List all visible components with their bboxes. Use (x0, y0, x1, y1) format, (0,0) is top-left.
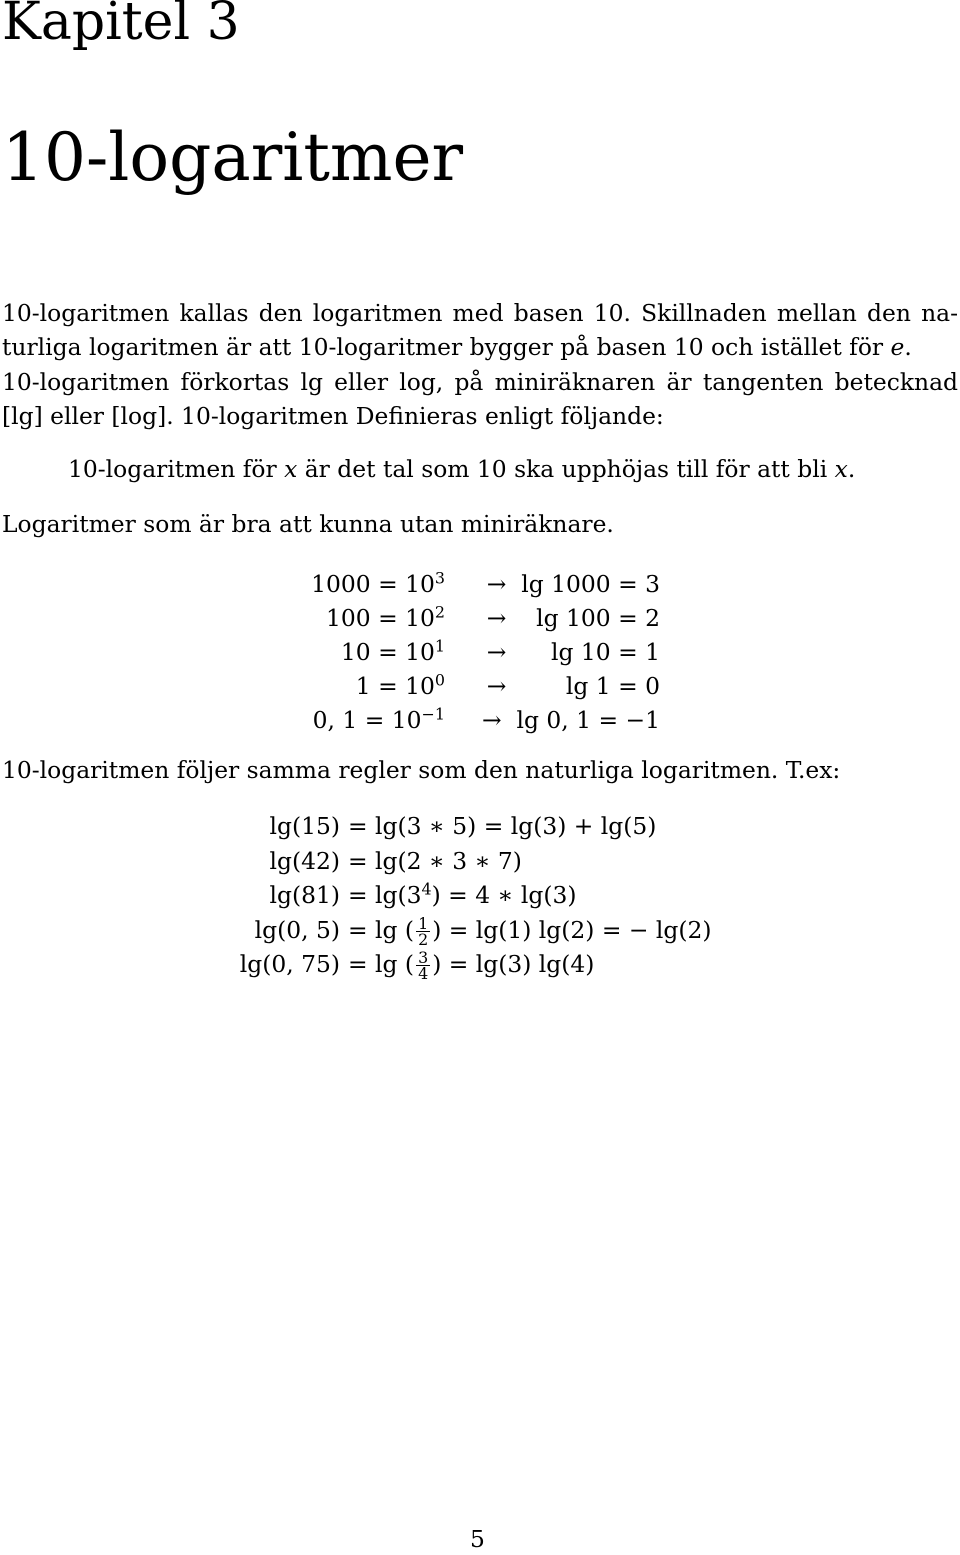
rule-row (230, 812, 750, 847)
powers-row (290, 638, 690, 672)
rule-lhs: lg(15) (269, 812, 340, 840)
rules-table (230, 812, 750, 985)
page-number: 5 (470, 1525, 485, 1553)
rule-rhs: = $\lg(3^4) = 4$ ∗ lg(3) (348, 879, 577, 909)
power-lhs: $10 = 10^1$ (340, 636, 445, 666)
intro-paragraph (2, 296, 958, 433)
rule-lhs: lg(0, 5) (254, 915, 340, 944)
arrow-icon: → (486, 638, 507, 666)
powers-row (290, 604, 690, 638)
powers-row (290, 570, 690, 604)
rule-rhs: = lg(3 ∗ 5) = lg(3) + lg(5) (348, 812, 657, 840)
arrow-icon: → (482, 706, 502, 734)
arrow-icon: → (486, 570, 507, 598)
power-result: → lg 1000 = 3 (486, 570, 660, 598)
definition-statement: 10-logaritmen för x är det tal som 10 ska upphöjas till för att bli x. (68, 455, 856, 483)
math-x: x (284, 455, 298, 483)
rule-row (230, 847, 750, 882)
chapter-label: Kapitel 3 (2, 0, 240, 52)
intro-line-3: 10-logaritmen förkortas lg eller log, på miniräknaren är tangenten betecknad (2, 367, 958, 396)
intro-line-2: turliga logaritmen är att 10-logaritmer bygger på basen 10 och istället för e. (2, 333, 912, 362)
math-e: e (890, 333, 905, 362)
fraction: $\frac{1}{2}$ (418, 913, 429, 949)
rule-rhs: = lg ( $\frac{1}{2}$ ) = lg(1) lg(2) = − lg(2) (348, 913, 712, 949)
intro-line-4: [lg] eller [log]. 10-logaritmen Definieras enligt följande: (2, 401, 664, 430)
rule-rhs: = lg ( $\frac{3}{4}$ ) = lg(3) lg(4) (348, 948, 595, 984)
intro-line-1: 10-logaritmen kallas den logaritmen med basen 10. Skillnaden mellan den na- (2, 299, 958, 327)
power-result: → lg 10 = 1 (486, 638, 660, 666)
power-lhs: $1 = 10^0$ (355, 670, 445, 700)
powers-table (290, 570, 690, 740)
rule-rhs: = lg(2 ∗ 3 ∗ 7) (348, 846, 522, 875)
power-lhs: 0, $1 = 10^{-1}$ (312, 704, 445, 734)
fraction: $\frac{3}{4}$ (418, 948, 429, 984)
rule-row (230, 913, 750, 951)
power-result: → lg 100 = 2 (486, 604, 660, 632)
rule-lhs: lg(42) (269, 846, 340, 875)
arrow-icon: → (486, 604, 507, 632)
math-x: x (834, 455, 848, 483)
rule-lhs: lg(81) (269, 881, 340, 909)
rule-row (230, 881, 750, 916)
power-result: → lg 1 = 0 (486, 672, 660, 700)
calc-free-heading: Logaritmer som är bra att kunna utan miniräknare. (2, 510, 614, 538)
power-result: → lg 0, 1 = −1 (482, 706, 660, 734)
powers-row (290, 706, 690, 740)
powers-row (290, 672, 690, 706)
chapter-title: 10-logaritmer (2, 119, 464, 196)
rule-lhs: lg(0, 75) (239, 950, 340, 978)
power-lhs: $1000 = 10^3$ (311, 568, 445, 598)
rule-row (230, 950, 750, 985)
power-lhs: $100 = 10^2$ (325, 602, 445, 632)
arrow-icon: → (486, 672, 507, 700)
rules-heading: 10-logaritmen följer samma regler som den naturliga logaritmen. T.ex: (2, 756, 841, 784)
